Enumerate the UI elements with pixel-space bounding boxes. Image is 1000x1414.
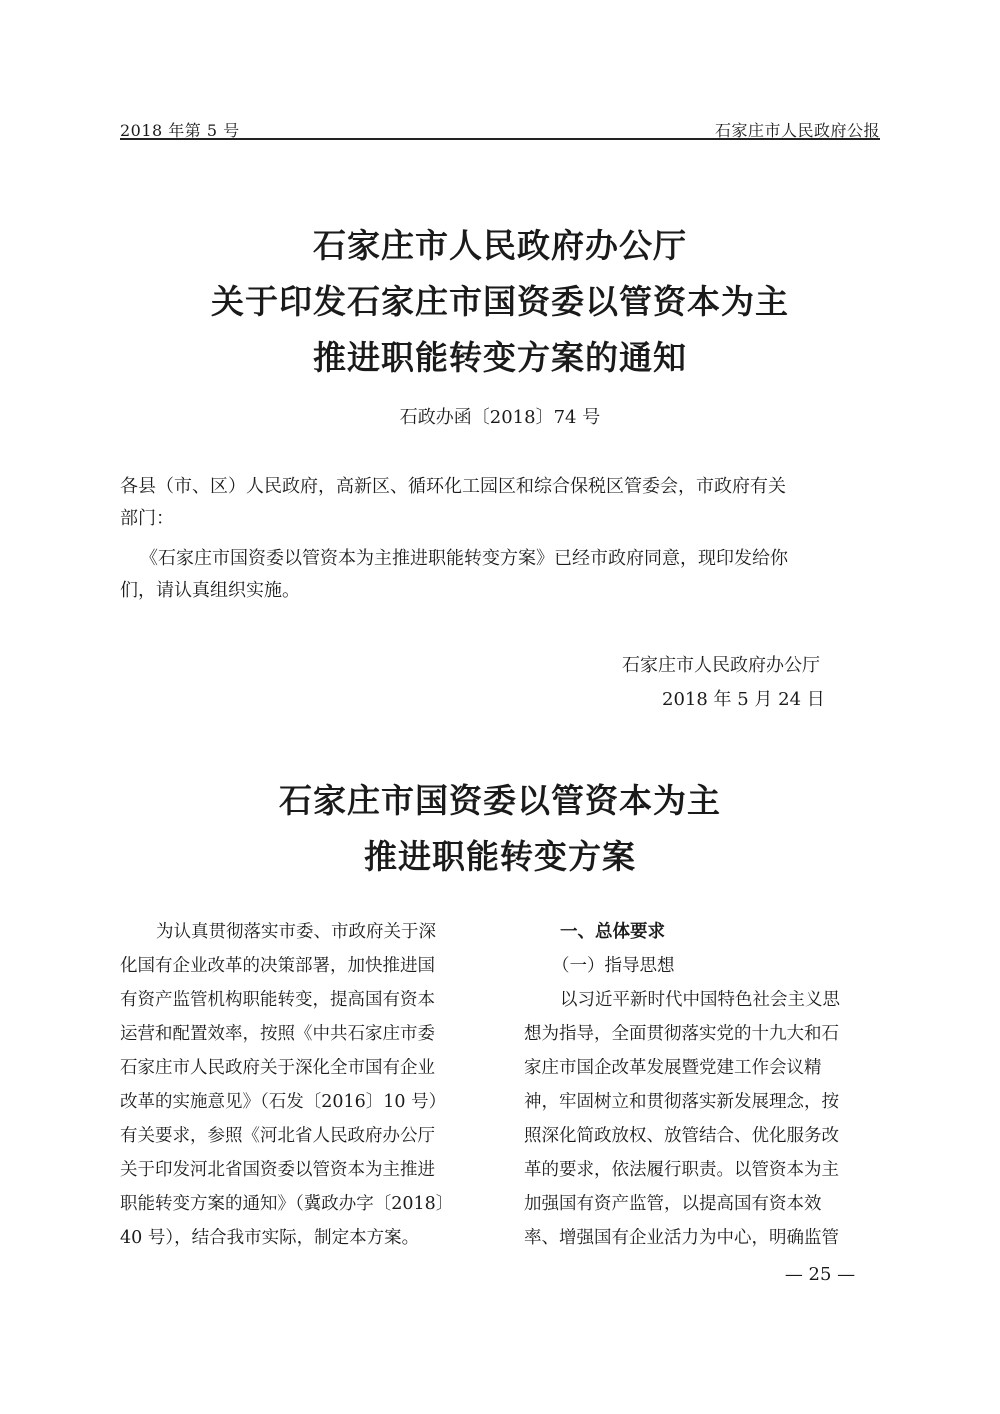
paragraph-line: 40 号），结合我市实际，制定本方案。 <box>120 1228 420 1248</box>
header-rule <box>120 138 880 140</box>
notice-body-line: 《石家庄市国资委以管资本为主推进职能转变方案》已经市政府同意，现印发给你 <box>140 548 788 569</box>
paragraph-line: 有关要求，参照《河北省人民政府办公厅 <box>120 1126 435 1146</box>
plan-left-column <box>120 915 476 1255</box>
signer: 石家庄市人民政府办公厅 <box>622 655 820 676</box>
paragraph-line: 加强国有资产监管，以提高国有资本效 <box>524 1194 822 1214</box>
paragraph-line: 照深化简政放权、放管结合、优化服务改 <box>524 1126 839 1146</box>
subsection-heading: （一）指导思想 <box>552 956 675 976</box>
notice-addressee <box>120 471 885 535</box>
paragraph-line: 石家庄市人民政府关于深化全市国有企业 <box>120 1058 435 1078</box>
paragraph-line: 为认真贯彻落实市委、市政府关于深 <box>156 922 436 942</box>
notice-title <box>120 218 880 386</box>
plan-right-column <box>524 915 880 1255</box>
paragraph-line: 改革的实施意见》（石发〔2016〕10 号） <box>120 1092 447 1112</box>
paragraph-line: 以习近平新时代中国特色社会主义思 <box>560 990 840 1010</box>
notice-title-line: 关于印发石家庄市国资委以管资本为主 <box>211 282 789 321</box>
paragraph-line: 想为指导，全面贯彻落实党的十九大和石 <box>524 1024 839 1044</box>
paragraph-line: 革的要求，依法履行职责。以管资本为主 <box>524 1160 839 1180</box>
plan-title-line: 石家庄市国资委以管资本为主 <box>279 781 721 820</box>
paragraph-line: 运营和配置效率，按照《中共石家庄市委 <box>120 1024 435 1044</box>
plan-title-line: 推进职能转变方案 <box>364 837 636 876</box>
issue-label: 2018 年第 5 号 <box>120 121 240 140</box>
section-heading: 一、总体要求 <box>560 922 665 942</box>
notice-body <box>120 543 885 607</box>
paragraph-line: 率、增强国有企业活力为中心，明确监管 <box>524 1228 839 1248</box>
paragraph-line: 职能转变方案的通知》（冀政办字〔2018〕 <box>120 1194 454 1214</box>
document-number: 石政办函〔2018〕74 号 <box>399 407 601 428</box>
paragraph-line: 关于印发河北省国资委以管资本为主推进 <box>120 1160 435 1180</box>
sign-date: 2018 年 5 月 24 日 <box>662 689 825 710</box>
paragraph-line: 家庄市国企改革发展暨党建工作会议精 <box>524 1058 822 1078</box>
plan-title <box>120 773 880 885</box>
addressee-line: 各县（市、区）人民政府，高新区、循环化工园区和综合保税区管委会，市政府有关 <box>120 476 786 497</box>
addressee-line: 部门： <box>120 508 174 529</box>
paragraph-line: 有资产监管机构职能转变，提高国有资本 <box>120 990 435 1010</box>
notice-title-line: 石家庄市人民政府办公厅 <box>313 226 687 265</box>
notice-body-line: 们，请认真组织实施。 <box>120 580 300 601</box>
publication-name: 石家庄市人民政府公报 <box>714 121 880 140</box>
paragraph-line: 化国有企业改革的决策部署，加快推进国 <box>120 956 435 976</box>
paragraph-line: 神，牢固树立和贯彻落实新发展理念，按 <box>524 1092 839 1112</box>
page-number: — 25 — <box>784 1264 856 1285</box>
notice-title-line: 推进职能转变方案的通知 <box>313 338 687 377</box>
